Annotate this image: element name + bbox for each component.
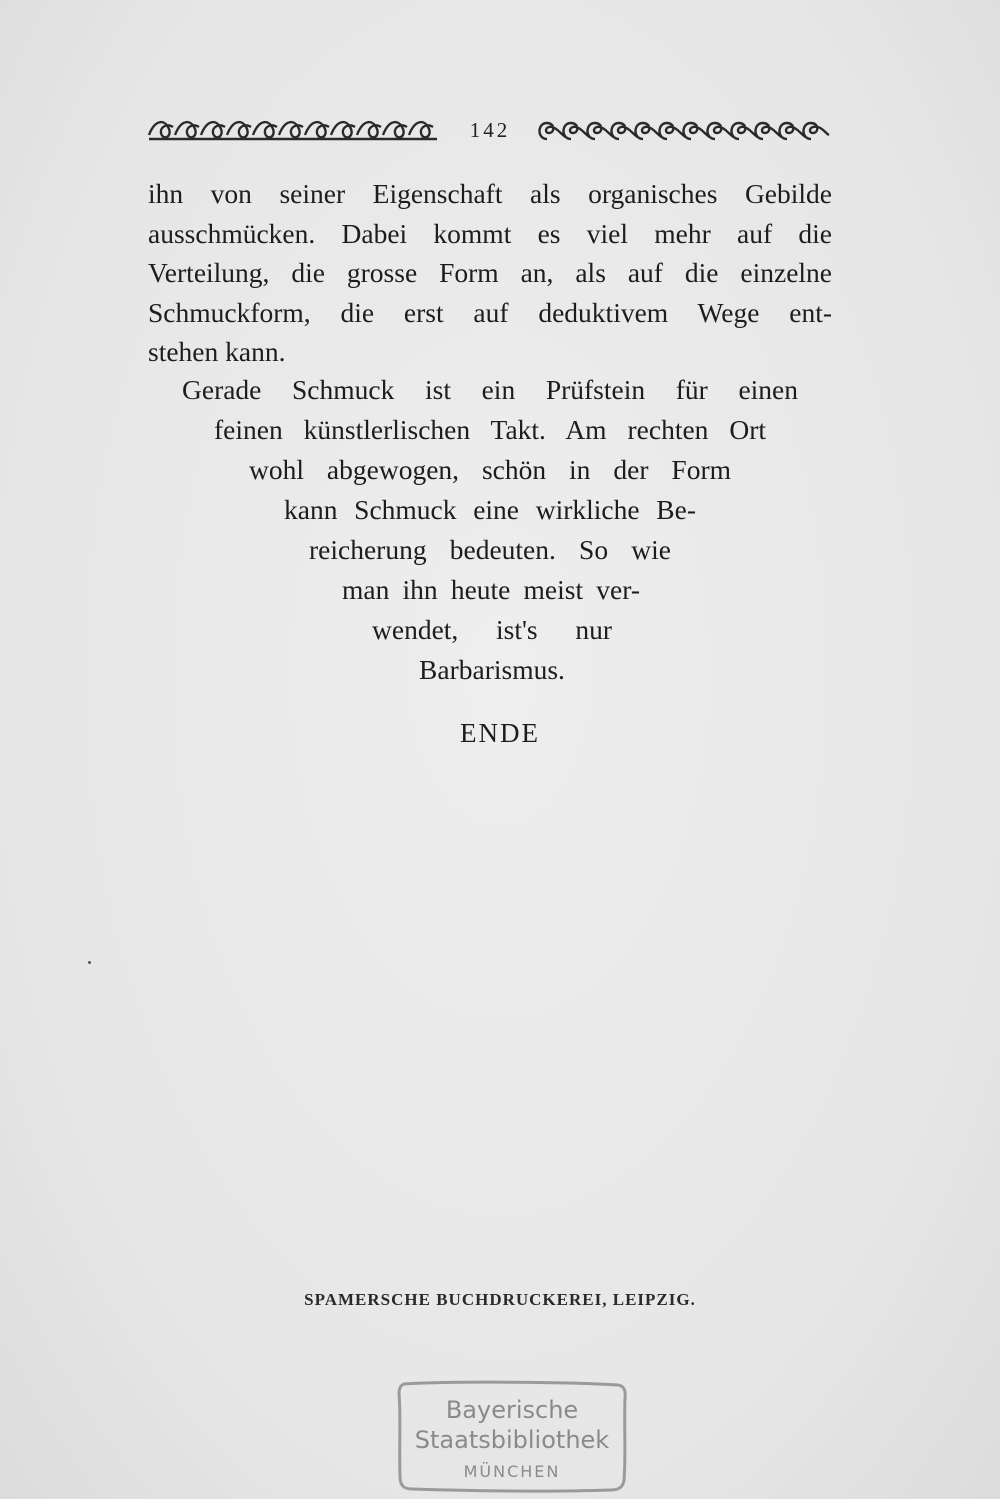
text-line: wohl abgewogen, schön in der Form [249, 454, 731, 485]
stamp-line-2: Staatsbibliothek [414, 1426, 610, 1454]
text-line: wendet, ist's nur [372, 614, 612, 645]
stamp-line-3: MÜNCHEN [463, 1462, 561, 1481]
text-line: Gerade Schmuck ist ein Prüfstein für einen [182, 374, 798, 405]
text-line: ihn von seiner Eigenschaft als organisches Gebilde [148, 178, 832, 209]
end-marker: ENDE [460, 718, 540, 748]
text-line: Schmuckform, die erst auf deduktivem Wege ent- [148, 296, 832, 328]
library-stamp [392, 1376, 632, 1494]
stamp-line-1: Bayerische [445, 1396, 579, 1424]
wave-ornament-left-icon [147, 115, 447, 145]
text-line: Barbarismus. [419, 654, 565, 685]
wave-ornament-right-icon [533, 115, 833, 145]
text-line: feinen künstlerlischen Takt. Am rechten Ort [214, 414, 766, 445]
text-line: Verteilung, die grosse Form an, als auf die einzelne [148, 257, 832, 288]
text-line: man ihn heute meist ver- [342, 574, 640, 605]
running-header [147, 112, 833, 148]
page-number: 142 [469, 117, 511, 142]
printer-imprint: SPAMERSCHE BUCHDRUCKEREI, LEIPZIG. [304, 1290, 696, 1309]
text-line: ausschmücken. Dabei kommt es viel mehr auf die [148, 217, 832, 249]
text-line: kann Schmuck eine wirkliche Be- [284, 494, 696, 525]
paragraph-1 [148, 174, 832, 372]
paper-speck [88, 961, 91, 964]
text-line: stehen kann. [148, 336, 286, 367]
text-line: reicherung bedeuten. So wie [309, 534, 671, 565]
